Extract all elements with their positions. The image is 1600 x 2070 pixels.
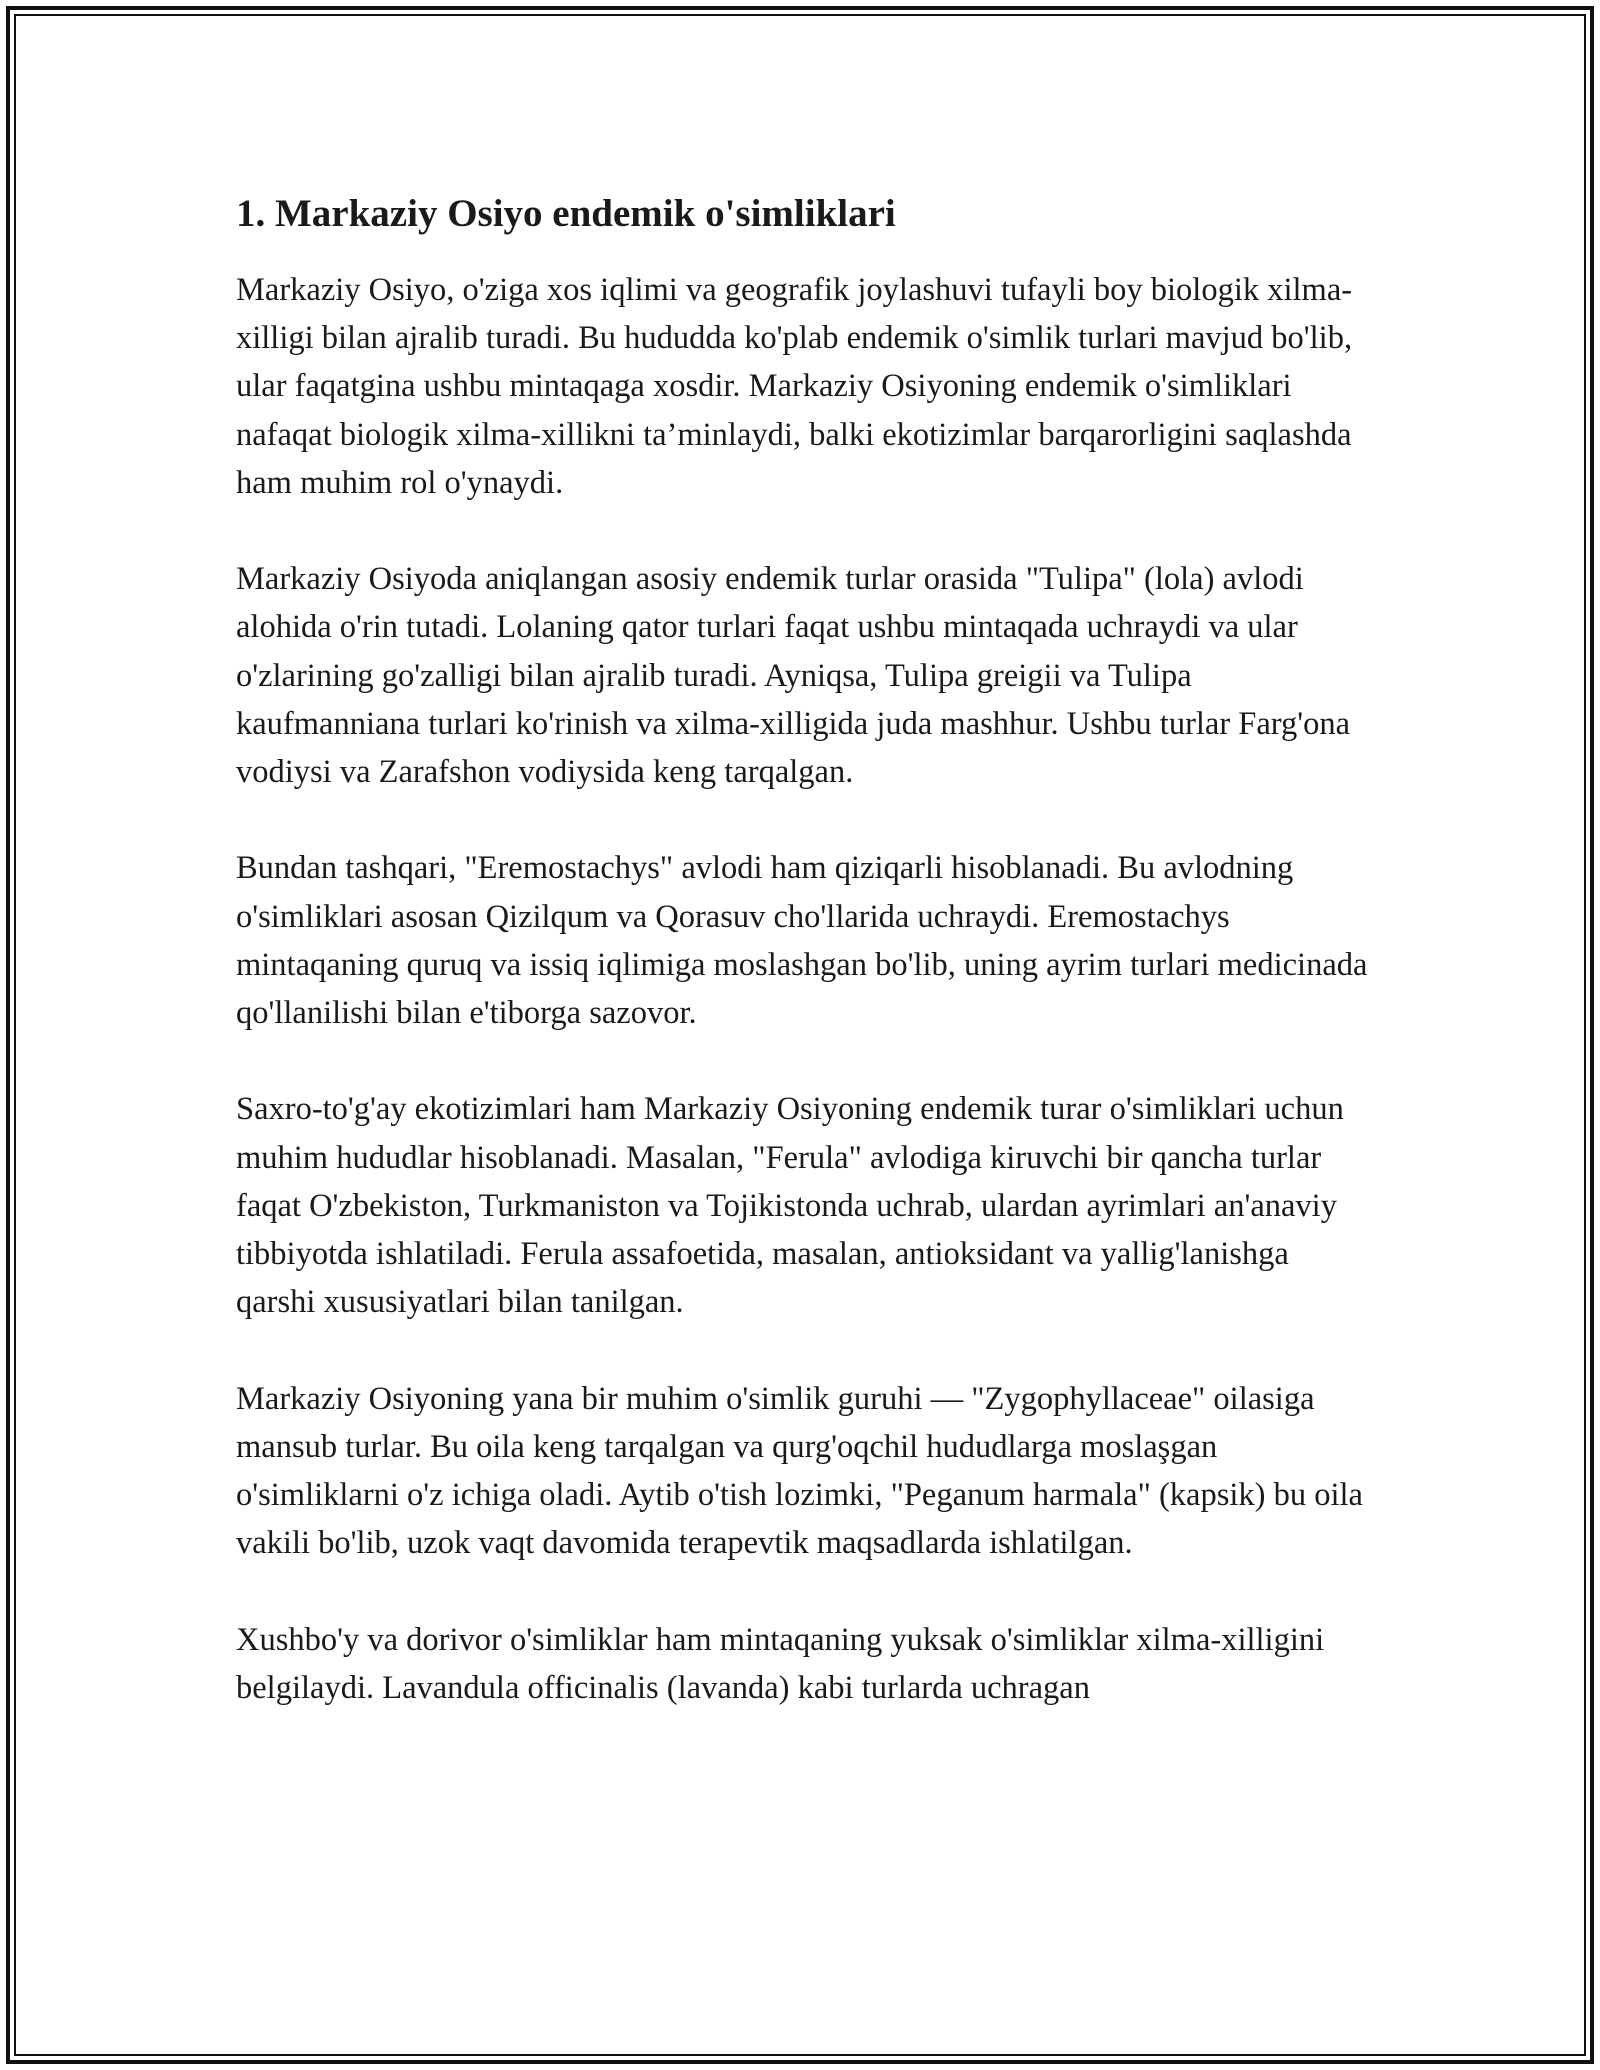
paragraph-intro: Markaziy Osiyo, o'ziga xos iqlimi va geografik joylashuvi tufayli boy biologik xilma-xilligi bilan ajralib turadi. Bu hududda ko'plab endemik o'simlik turlari mavjud bo'lib, ular faqatgina ushbu mintaqaga xosdir. Markaziy Osiyoning endemik o'simliklari nafaqat biologik xilma-xillikni ta’minlaydi, balki ekotizimlar barqarorligini saqlashda ham muhim rol o'ynaydi.	[236, 272, 1353, 501]
paragraph-aromatic-plants: Xushbo'y va dorivor o'simliklar ham mintaqaning yuksak o'simliklar xilma-xilligini belgilaydi. Lavandula officinalis (lavanda) kabi turlarda uchragan	[236, 1621, 1325, 1706]
document-page	[236, 186, 1376, 1760]
paragraph-zygophyllaceae: Markaziy Osiyoning yana bir muhim o'simlik guruhi — "Zygophyllaceae" oilasiga mansub turlar. Bu oila keng tarqalgan va qurg'oqchil hududlarga moslaşgan o'simliklarni o'z ichiga oladi. Aytib o'tish lozimki, "Peganum harmala" (kapsik) bu oila vakili bo'lib, uzok vaqt davomida terapevtik maqsadlarda ishlatilgan.	[236, 1380, 1363, 1562]
paragraph-tulipa: Markaziy Osiyoda aniqlangan asosiy endemik turlar orasida "Tulipa" (lola) avlodi alohida o'rin tutadi. Lolaning qator turlari faqat ushbu mintaqada uchraydi va ular o'zlarining go'zalligi bilan ajralib turadi. Ayniqsa, Tulipa greigii va Tulipa kaufmanniana turlari ko'rinish va xilma-xilligida juda mashhur. Ushbu turlar Farg'ona vodiysi va Zarafshon vodiysida keng tarqalgan.	[236, 561, 1351, 791]
section-heading: 1. Markaziy Osiyo endemik o'simliklari	[236, 192, 896, 235]
paragraph-ferula: Saxro-to'g'ay ekotizimlari ham Markaziy Osiyoning endemik turar o'simliklari uchun muhim hududlar hisoblanadi. Masalan, "Ferula" avlodiga kiruvchi bir qancha turlar faqat O'zbekiston, Turkmaniston va Tojikistonda uchrab, ulardan ayrimlari an'anaviy tibbiyotda ishlatiladi. Ferula assafoetida, masalan, antioksidant va yallig'lanishga qarshi xususiyatlari bilan tanilgan.	[236, 1091, 1344, 1321]
paragraph-eremostachys: Bundan tashqari, "Eremostachys" avlodi ham qiziqarli hisoblanadi. Bu avlodning o'simliklari asosan Qizilqum va Qorasuv cho'llarida uchraydi. Eremostachys mintaqaning quruq va issiq iqlimiga moslashgan bo'lib, uning ayrim turlari medicinada qo'llanilishi bilan e'tiborga sazovor.	[236, 850, 1368, 1032]
